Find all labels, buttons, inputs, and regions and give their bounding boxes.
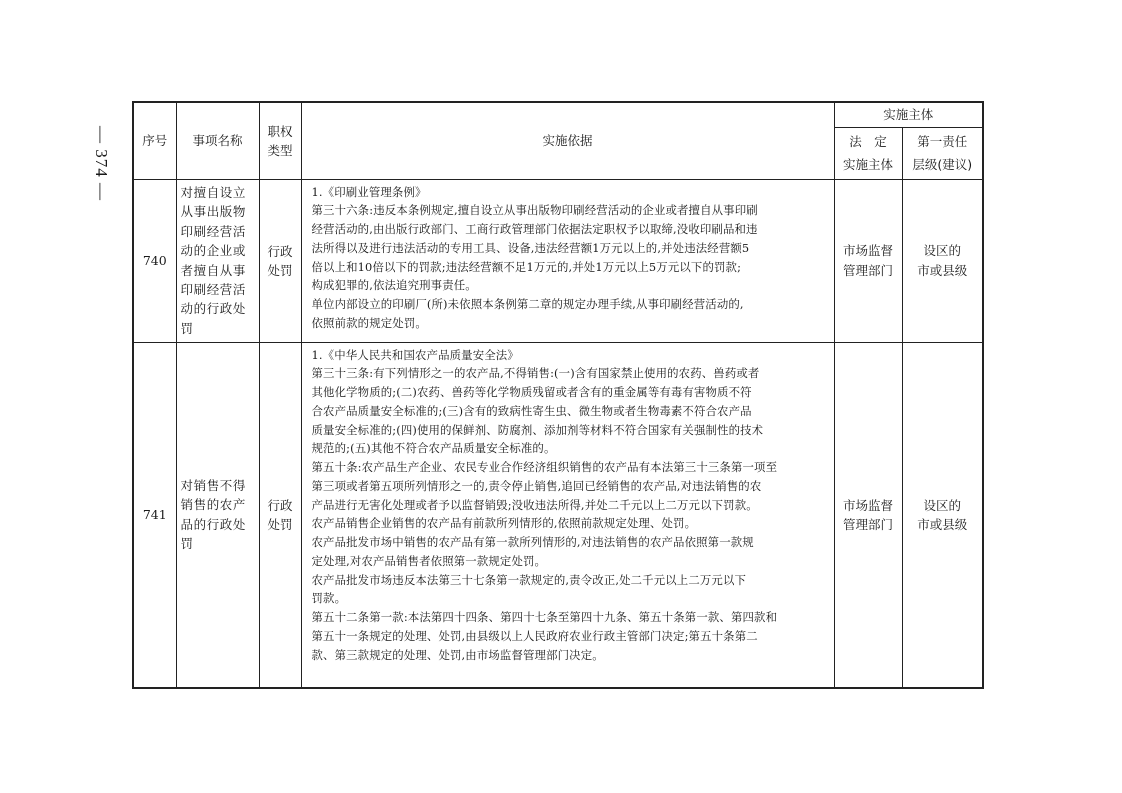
- name-line: 罚: [180, 320, 194, 336]
- row-basis: [301, 179, 834, 342]
- basis-line: 第三项或者第五项所列情形之一的,责令停止销售,追回已经销售的农产品,对违法销售的农: [311, 478, 762, 493]
- row-seq: 740: [133, 179, 176, 342]
- name-line: 动的企业或: [180, 243, 247, 259]
- basis-line: 农产品销售企业销售的农产品有前款所列情形的,依照前款规定处理、处罚。: [311, 516, 697, 531]
- basis-line: 第五十条:农产品生产企业、农民专业合作经济组织销售的农产品有本法第三十三条第一项至: [311, 460, 778, 474]
- table-row: [133, 342, 983, 688]
- row-seq: 741: [133, 342, 176, 688]
- basis-line: 农产品批发市场违反本法第三十七条第一款规定的,责令改正,处二千元以上二万元以下: [311, 572, 747, 587]
- level-line: 市或县级: [917, 516, 968, 532]
- basis-line: 1.《印刷业管理条例》: [311, 184, 427, 199]
- page-number: — 374 —: [92, 125, 111, 201]
- header-legal-subject: [834, 127, 902, 179]
- name-line: 对销售不得: [180, 477, 247, 493]
- basis-line: 农产品批发市场中销售的农产品有第一款所列情形的,对违法销售的农产品依照第一款规: [311, 535, 754, 549]
- name-line: 印刷经营活: [180, 223, 247, 239]
- level-line: 市或县级: [917, 262, 968, 278]
- enforcement-items-table: [132, 101, 984, 689]
- row-responsibility-level: [902, 342, 983, 688]
- name-line: 销售的农产: [180, 497, 247, 513]
- type-line: 处罚: [267, 262, 293, 278]
- row-basis: [301, 342, 834, 688]
- row-legal-subject: [834, 342, 902, 688]
- row-item-name: [176, 342, 259, 688]
- name-line: 动的行政处: [180, 301, 247, 317]
- type-line: 处罚: [267, 516, 293, 532]
- name-line: 对擅自设立: [180, 184, 247, 200]
- header-level-line2: 层级(建议): [912, 157, 973, 172]
- basis-line: 其他化学物质的;(二)农药、兽药等化学物质残留或者含有的重金属等有毒有害物质不符: [311, 385, 752, 399]
- basis-line: 合农产品质量安全标准的;(三)含有的致病性寄生虫、微生物或者生物毒素不符合农产品: [311, 403, 752, 418]
- basis-line: 第三十六条:违反本条例规定,擅自设立从事出版物印刷经营活动的企业或者擅自从事印刷: [311, 203, 758, 218]
- header-basis: 实施依据: [301, 102, 834, 179]
- legal-line: 市场监督: [842, 243, 893, 259]
- basis-line: 1.《中华人民共和国农产品质量安全法》: [311, 347, 519, 362]
- basis-line: 构成犯罪的,依法追究刑事责任。: [311, 278, 477, 293]
- basis-line: 产品进行无害化处理或者予以监督销毁;没收违法所得,并处二千元以上二万元以下罚款。: [311, 497, 758, 512]
- basis-line: 法所得以及进行违法活动的专用工具、设备,违法经营额1万元以上的,并处违法经营额5: [311, 240, 750, 255]
- row-authority-type: [259, 179, 301, 342]
- header-legal-line2: 实施主体: [842, 157, 893, 172]
- basis-line: 第三十三条:有下列情形之一的农产品,不得销售:(一)含有国家禁止使用的农药、兽药或者: [311, 366, 760, 381]
- level-line: 设区的: [923, 243, 962, 259]
- table-row: [133, 179, 983, 342]
- header-subject: 实施主体: [834, 102, 983, 127]
- table-header-row: [133, 102, 983, 127]
- basis-line: 定处理,对农产品销售者依照第一款规定处罚。: [311, 553, 547, 568]
- basis-line: 单位内部设立的印刷厂(所)未依照本条例第二章的规定办理手续,从事印刷经营活动的,: [311, 297, 744, 311]
- basis-line: 第五十二条第一款:本法第四十四条、第四十七条至第四十九条、第五十条第一款、第四款和: [311, 610, 778, 624]
- name-line: 印刷经营活: [180, 281, 247, 297]
- type-line: 行政: [267, 243, 293, 259]
- header-type-line1: 职权: [267, 123, 293, 139]
- basis-line: 质量安全标准的;(四)使用的保鲜剂、防腐剂、添加剂等材料不符合国家有关强制性的技术: [311, 422, 764, 437]
- row-item-name: [176, 179, 259, 342]
- header-level-line1: 第一责任: [917, 134, 968, 149]
- header-item-name: 事项名称: [176, 102, 259, 179]
- legal-line: 市场监督: [842, 497, 893, 513]
- header-authority-type: [259, 102, 301, 179]
- name-line: 者擅自从事: [180, 262, 247, 278]
- name-line: 品的行政处: [180, 516, 247, 532]
- name-line: 从事出版物: [180, 204, 247, 220]
- row-legal-subject: [834, 179, 902, 342]
- header-type-line2: 类型: [267, 142, 293, 158]
- level-line: 设区的: [923, 497, 962, 513]
- basis-line: 第五十一条规定的处理、处罚,由县级以上人民政府农业行政主管部门决定;第五十条第二: [311, 628, 758, 643]
- legal-line: 管理部门: [842, 516, 893, 532]
- basis-line: 规范的;(五)其他不符合农产品质量安全标准的。: [311, 441, 556, 456]
- type-line: 行政: [267, 497, 293, 513]
- row-responsibility-level: [902, 179, 983, 342]
- header-legal-line1: 法 定: [849, 134, 887, 149]
- basis-line: 经营活动的,由出版行政部门、工商行政管理部门依据法定职权予以取缔,没收印刷品和违: [311, 222, 758, 236]
- basis-line: 罚款。: [311, 591, 347, 606]
- name-line: 罚: [180, 536, 194, 552]
- legal-line: 管理部门: [842, 262, 893, 278]
- header-seq: 序号: [133, 102, 176, 179]
- basis-line: 款、第三款规定的处理、处罚,由市场监督管理部门决定。: [311, 647, 604, 662]
- basis-line: 倍以上和10倍以下的罚款;违法经营额不足1万元的,并处1万元以上5万元以下的罚款;: [311, 259, 742, 274]
- basis-line: 依照前款的规定处罚。: [311, 315, 427, 330]
- header-responsibility-level: [902, 127, 983, 179]
- row-authority-type: [259, 342, 301, 688]
